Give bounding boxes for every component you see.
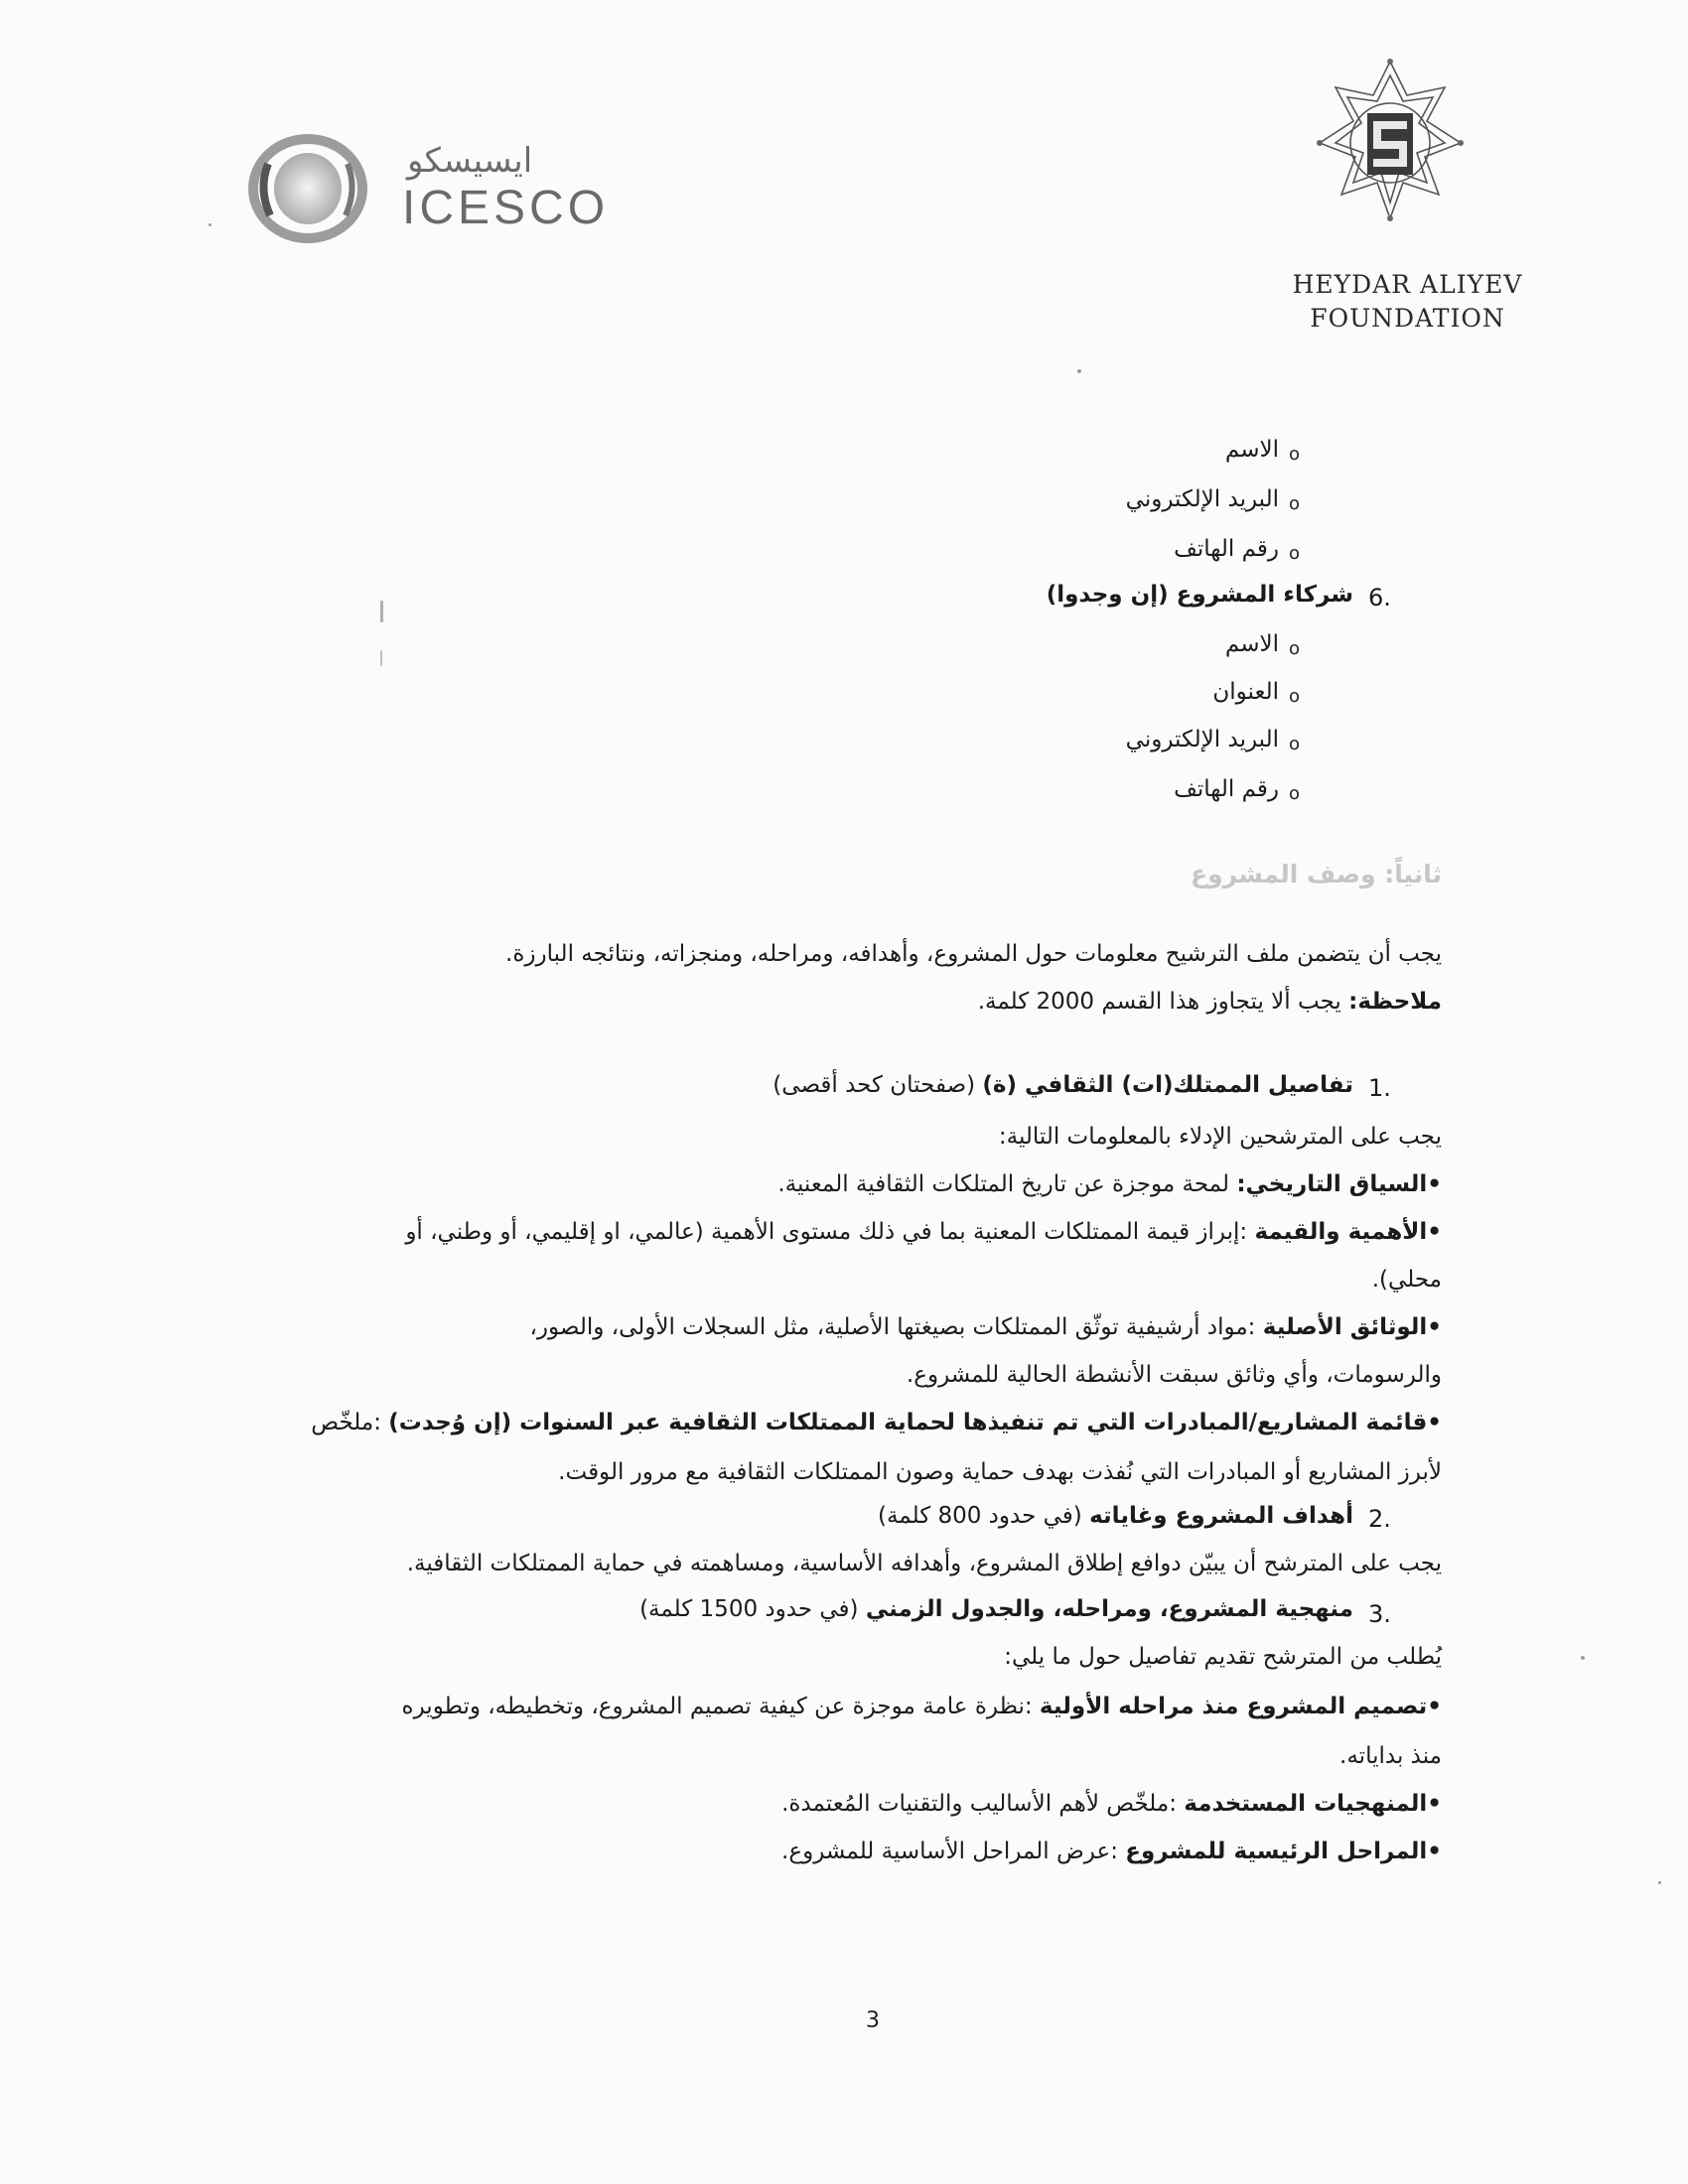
circle-bullet-icon: o — [1289, 783, 1301, 804]
item-title — [878, 1503, 1353, 1529]
bullet-label: •قائمة المشاريع/المبادرات التي تم تنفيذها لحماية الممتلكات الثقافية عبر السنوات (إن وُجدت) — [388, 1410, 1442, 1435]
note-label: ملاحظة: — [1348, 989, 1442, 1015]
intro-text: يجب أن يتضمن ملف الترشيح معلومات حول المشروع، وأهدافه، ومراحله، ومنجزاته، ونتائجه البارزة. — [505, 941, 1442, 967]
item-title: شركاء المشروع (إن وجدوا) — [1046, 582, 1353, 608]
bullet-label: •المراحل الرئيسية للمشروع — [1125, 1839, 1442, 1864]
page-number: 3 — [866, 2008, 880, 2033]
bullet-line — [311, 1410, 1442, 1435]
item-title-suffix: (في حدود 1500 كلمة) — [639, 1596, 866, 1622]
icesco-logo — [243, 129, 621, 248]
item-title-bold: أهداف المشروع وغاياته — [1089, 1503, 1353, 1529]
scan-speck — [380, 601, 383, 622]
bullet-text: :إبراز قيمة الممتلكات المعنية بما في ذلك مستوى الأهمية (عالمي، او إقليمي، أو وطني، أو — [405, 1219, 1255, 1245]
bullet-line — [402, 1694, 1442, 1719]
bullet-label: •الوثائق الأصلية — [1262, 1314, 1442, 1340]
bullet-text: :عرض المراحل الأساسية للمشروع. — [781, 1839, 1126, 1864]
bullet-label: •تصميم المشروع منذ مراحله الأولية — [1039, 1694, 1442, 1719]
section-heading: ثانياً: وصف المشروع — [1191, 860, 1442, 888]
item-lead: يجب على المترشحين الإدلاء بالمعلومات التالية: — [998, 1124, 1442, 1150]
bullet-continuation: منذ بداياته. — [1339, 1743, 1442, 1769]
circle-bullet-icon: o — [1289, 444, 1301, 465]
bullet-label: •الأهمية والقيمة — [1254, 1219, 1442, 1245]
bullet-continuation: محلي). — [1371, 1267, 1442, 1293]
icesco-latin-name: ICESCO — [402, 182, 610, 234]
bullet-line — [777, 1171, 1442, 1197]
bullet-text: :ملخّص — [311, 1410, 389, 1435]
intro-note — [978, 989, 1442, 1015]
item-title — [639, 1596, 1353, 1622]
bullet-line — [781, 1791, 1442, 1817]
scan-speck — [1581, 1656, 1585, 1660]
bullet-line — [529, 1314, 1442, 1340]
list-item: رقم الهاتف — [1174, 536, 1279, 562]
circle-bullet-icon: o — [1289, 493, 1301, 514]
list-item: العنوان — [1212, 679, 1279, 705]
item-title-suffix: (صفحتان كحد أقصى) — [773, 1072, 983, 1098]
item-title-bold: تفاصيل الممتلك(ات) الثقافي (ة) — [982, 1072, 1353, 1098]
bullet-text: :مواد أرشيفية توثّق الممتلكات بصيغتها الأصلية، مثل السجلات الأولى، والصور، — [529, 1314, 1263, 1340]
note-text: يجب ألا يتجاوز هذا القسم 2000 كلمة. — [977, 989, 1349, 1015]
circle-bullet-icon: o — [1289, 543, 1301, 564]
bullet-label: •السياق التاريخي: — [1236, 1171, 1442, 1197]
icesco-arabic-name: ايسيسكو — [407, 141, 533, 181]
bullet-text: لمحة موجزة عن تاريخ المتلكات الثقافية المعنية. — [777, 1171, 1237, 1197]
circle-bullet-icon: o — [1289, 686, 1301, 707]
item-number: 6. — [1368, 584, 1391, 612]
bullet-continuation: والرسومات، وأي وثائق سبقت الأنشطة الحالية للمشروع. — [906, 1362, 1442, 1388]
bullet-text: :نظرة عامة موجزة عن كيفية تصميم المشروع، وتخطيطه، وتطويره — [401, 1694, 1040, 1719]
item-title-bold: منهجية المشروع، ومراحله، والجدول الزمني — [865, 1596, 1353, 1622]
item-number: 1. — [1368, 1074, 1391, 1102]
item-title-suffix: (في حدود 800 كلمة) — [877, 1503, 1090, 1529]
bullet-line — [781, 1839, 1442, 1864]
bullet-text: :ملخّص لأهم الأساليب والتقنيات المُعتمدة. — [781, 1791, 1185, 1817]
list-item: الاسم — [1224, 631, 1279, 657]
scan-speck — [1658, 1881, 1661, 1884]
bullet-line — [405, 1219, 1442, 1245]
icesco-emblem-icon — [248, 134, 367, 243]
item-number: 3. — [1368, 1600, 1391, 1628]
scan-speck — [1077, 369, 1081, 373]
bullet-continuation: لأبرز المشاريع أو المبادرات التي نُفذت بهدف حماية وصون الممتلكات الثقافية مع مرور الوقت. — [558, 1459, 1442, 1485]
scan-speck — [380, 650, 382, 666]
item-title — [773, 1072, 1353, 1098]
item-number: 2. — [1368, 1505, 1391, 1533]
item-lead: يُطلب من المترشح تقديم تفاصيل حول ما يلي: — [1004, 1644, 1442, 1670]
list-item: البريد الإلكتروني — [1125, 486, 1279, 512]
heydar-aliyev-foundation-name — [1276, 268, 1539, 336]
heydar-aliyev-emblem-icon — [1316, 58, 1465, 231]
list-item: رقم الهاتف — [1174, 776, 1279, 802]
heydar-name-line1: HEYDAR ALIYEV — [1292, 270, 1523, 299]
list-item: البريد الإلكتروني — [1125, 727, 1279, 752]
bullet-label: •المنهجيات المستخدمة — [1184, 1791, 1442, 1817]
circle-bullet-icon: o — [1289, 734, 1301, 754]
heydar-name-line2: FOUNDATION — [1310, 304, 1505, 333]
circle-bullet-icon: o — [1289, 638, 1301, 659]
item-text: يجب على المترشح أن يبيّن دوافع إطلاق المشروع، وأهدافه الأساسية، ومساهمته في حماية الممتلكات الثقافية. — [406, 1551, 1442, 1576]
list-item: الاسم — [1224, 437, 1279, 463]
scan-speck — [209, 223, 211, 226]
